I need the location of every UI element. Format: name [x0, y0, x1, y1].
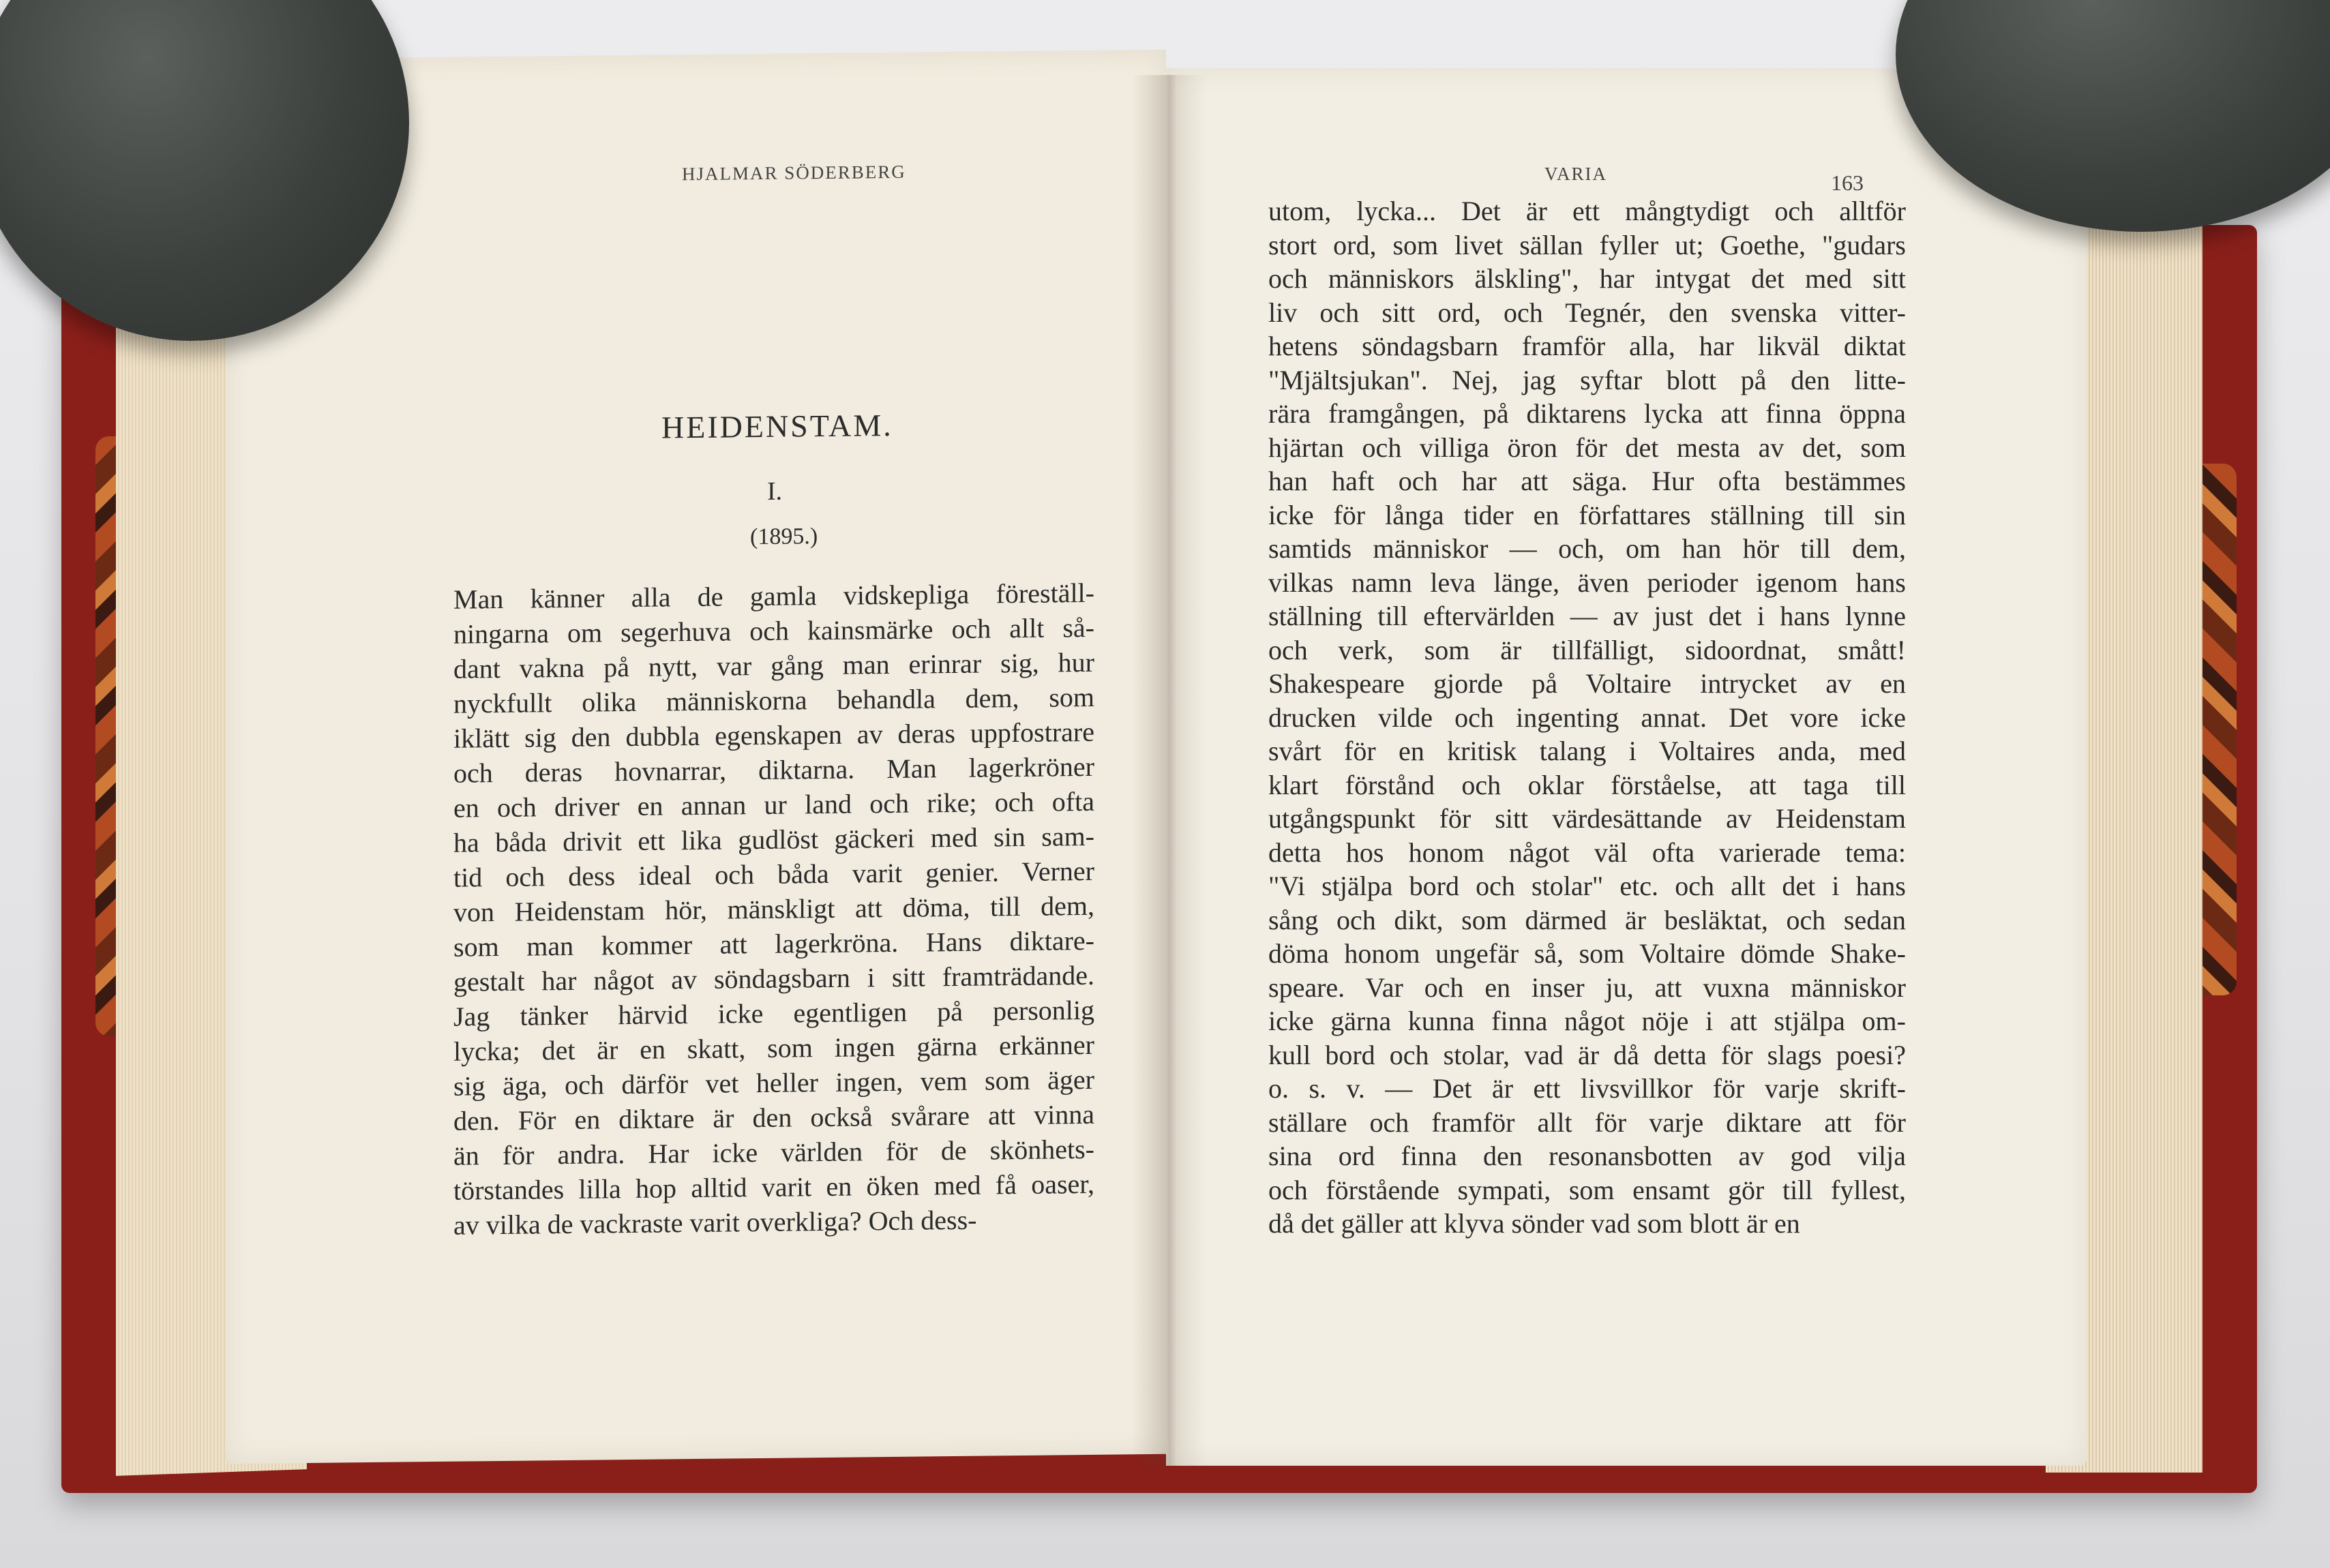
right-page	[1166, 68, 2087, 1466]
text-line: detta hos honom något väl ofta varierade tema:	[1268, 836, 1906, 868]
text-line: iklätt sig den dubbla egenskapen av deras uppfostrare	[453, 716, 1094, 754]
book-gutter	[1132, 75, 1207, 1466]
text-line: som man kommer att lagerkröna. Hans diktare-	[453, 924, 1094, 963]
text-line: rära framgången, på diktarens lycka att finna öppna	[1268, 398, 1906, 429]
text-line: än för andra. Har icke världen för de skönhets-	[453, 1133, 1094, 1171]
text-line: liv och sitt ord, och Tegnér, den svenska vitter-	[1268, 297, 1906, 328]
text-line: ha båda drivit ett lika gudlöst gäckeri med sin sam-	[453, 820, 1094, 858]
text-line: och förstående sympati, som ensamt gör till fyllest,	[1268, 1174, 1906, 1205]
left-page-body	[453, 575, 1094, 1243]
text-line: lycka; det är en skatt, som ingen gärna erkänner	[453, 1029, 1094, 1067]
text-line: döma honom ungefär så, som Voltaire dömde Shake-	[1268, 938, 1906, 969]
text-line: "Vi stjälpa bord och stolar" etc. och allt det i hans	[1268, 871, 1906, 901]
text-line: av vilka de vackraste varit overkliga? Och dess-	[453, 1204, 977, 1241]
right-page-body	[1268, 194, 1906, 1241]
text-line: hetens söndagsbarn framför alla, har likväl diktat	[1268, 331, 1906, 361]
text-line: ställare och framför allt för varje diktare att för	[1268, 1106, 1906, 1138]
text-line: den. För en diktare är den också svårare att vinna	[453, 1098, 1094, 1136]
left-page	[225, 50, 1166, 1464]
chapter-title: HEIDENSTAM.	[661, 407, 893, 445]
text-line: speare. Var och en inser ju, att vuxna människor	[1268, 971, 1906, 1003]
text-line: Man känner alla de gamla vidskepliga föreställ-	[453, 577, 1094, 615]
text-line: sig äga, och därför vet heller ingen, vem som äger	[453, 1064, 1094, 1102]
text-line: han haft och har att säga. Hur ofta bestämmes	[1268, 466, 1906, 496]
running-head: VARIA	[1544, 164, 1608, 184]
text-line: vilkas namn leva länge, även perioder igenom hans	[1268, 567, 1906, 598]
text-line: svårt för en kritisk talang i Voltaires anda, med	[1268, 736, 1906, 766]
text-line: en och driver en annan ur land och rike; och ofta	[453, 785, 1094, 824]
text-line: "Mjältsjukan". Nej, jag syftar blott på den litte-	[1268, 364, 1906, 395]
chapter-year: (1895.)	[750, 524, 818, 550]
text-line: klart förstånd och oklar förståelse, att taga till	[1268, 769, 1906, 800]
text-line: nyckfullt olika människorna behandla dem, som	[453, 681, 1094, 719]
text-line: Jag tänker härvid icke egentligen på personlig	[453, 994, 1094, 1032]
text-line: icke gärna kunna finna något nöje i att stjälpa om-	[1268, 1006, 1906, 1036]
text-line: gestalt har något av söndagsbarn i sitt framträdande.	[453, 959, 1094, 997]
text-line: utgångspunkt för sitt värdesättande av Heidenstam	[1268, 803, 1906, 834]
text-line: och verk, som är tillfälligt, sidoordnat, smått!	[1268, 634, 1906, 665]
text-line: sång och dikt, som därmed är besläktat, och sedan	[1268, 904, 1906, 935]
section-number: I.	[767, 477, 783, 506]
text-line: stort ord, som livet sällan fyller ut; Goethe, "gudars	[1268, 229, 1906, 260]
text-line: von Heidenstam hör, mänskligt att döma, till dem,	[453, 890, 1094, 928]
running-head: HJALMAR SÖDERBERG	[682, 161, 906, 185]
text-line: ningarna om segerhuva och kainsmärke och allt så-	[453, 612, 1094, 650]
text-line: sina ord finna den resonansbotten av god vilja	[1268, 1141, 1906, 1171]
text-line: dant vakna på nytt, var gång man erinrar sig, hur	[453, 646, 1094, 684]
text-line: törstandes lilla hop alltid varit en öken med få oaser,	[453, 1168, 1094, 1206]
page-number: 163	[1831, 170, 1864, 195]
text-line: utom, lycka... Det är ett mångtydigt och alltför	[1268, 196, 1906, 226]
text-line: Shakespeare gjorde på Voltaire intrycket av en	[1268, 668, 1906, 699]
text-line: tid och dess ideal och båda varit genier. Verner	[453, 855, 1094, 893]
text-line: samtids människor — och, om han hör till dem,	[1268, 533, 1906, 564]
text-line: o. s. v. — Det är ett livsvillkor för varje skrift-	[1268, 1073, 1906, 1104]
text-line: hjärtan och villiga öron för det mesta av det, som	[1268, 432, 1906, 463]
text-line: då det gäller att klyva sönder vad som blott är en	[1268, 1208, 1800, 1239]
text-line: icke för långa tider en författares ställning till sin	[1268, 499, 1906, 530]
text-line: kull bord och stolar, vad är då detta för slags poesi?	[1268, 1039, 1906, 1070]
text-line: ställning till eftervärlden — av just det i hans lynne	[1268, 601, 1906, 631]
text-line: drucken vilde och ingenting annat. Det vore icke	[1268, 702, 1906, 733]
text-line: och människors älskling", har intygat det med sitt	[1268, 263, 1906, 294]
text-line: och deras hovnarrar, diktarna. Man lagerkröner	[453, 751, 1094, 789]
